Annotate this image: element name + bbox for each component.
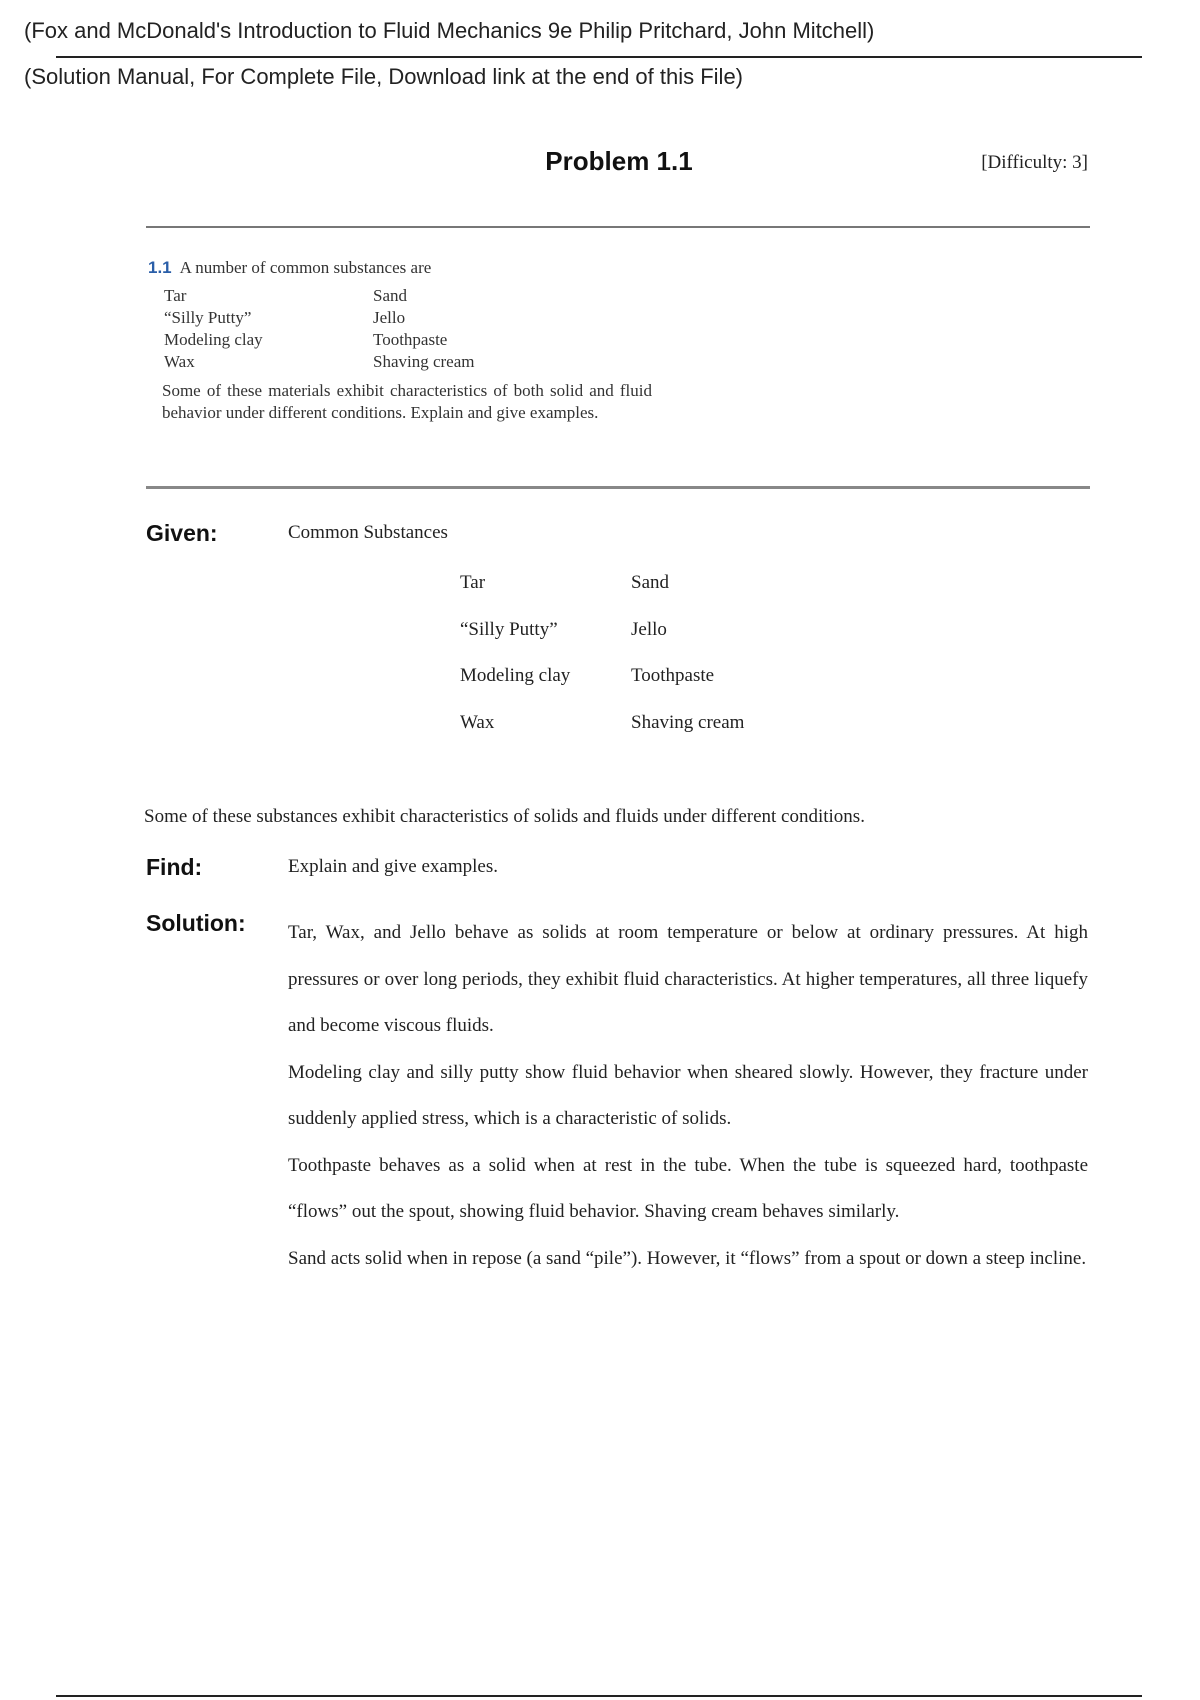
list-item: Sand [373,286,407,305]
list-item: Tar [164,286,187,305]
header-subtitle: (Solution Manual, For Complete File, Download link at the end of this File) [24,64,744,89]
list-item: Shaving cream [373,352,475,371]
list-item: “Silly Putty” [164,308,252,327]
statement-text: Some of these materials exhibit characteristics of both solid and fluid behavior under different conditions. Explain and give examples. [162,381,652,422]
statement-column-a [164,285,263,373]
header-title: (Fox and McDonald's Introduction to Fluid Mechanics 9e Philip Pritchard, John Mitchell) [24,18,875,43]
table-cell: Shaving cream [631,711,745,733]
difficulty-label: [Difficulty: 3] [981,152,1088,173]
given-note: Some of these substances exhibit characteristics of solids and fluids under different conditions. [144,806,865,827]
list-item: Toothpaste [373,330,448,349]
table-cell: Wax [460,711,495,733]
header-rule [56,56,1142,58]
given-text: Common Substances [288,522,448,543]
problem-title: Problem 1.1 [545,146,693,176]
solution-paragraph: Toothpaste behaves as a solid when at rest in the tube. When the tube is squeezed hard, toothpaste “flows” out the spout, showing fluid behavior. Shaving cream behaves similarly. [288,1154,1088,1222]
list-item: Wax [164,352,195,371]
statement-intro-text: A number of common substances are [179,258,432,277]
table-cell: Modeling clay [460,665,571,686]
statement-number: 1.1 [148,258,172,277]
table-cell: Toothpaste [631,665,715,686]
solution-label: Solution: [146,910,246,936]
statement-intro [148,258,431,278]
list-item: Jello [373,308,406,327]
section-divider-bottom [146,486,1090,489]
solution-paragraph: Modeling clay and silly putty show fluid behavior when sheared slowly. However, they fracture under suddenly applied stress, which is a characteristic of solids. [288,1061,1088,1129]
table-cell: Sand [631,572,669,593]
list-item: Modeling clay [164,330,263,349]
solution-paragraph: Tar, Wax, and Jello behave as solids at room temperature or below at ordinary pressures. At high pressures or over long periods, they exhibit fluid characteristics. At higher temperatures, all three liquefy and become viscous fluids. [288,922,1088,1036]
find-text: Explain and give examples. [288,856,498,877]
footer-rule [56,1695,1142,1697]
table-cell: Jello [631,618,667,640]
statement-column-b [373,285,475,373]
table-cell: Tar [460,572,486,593]
section-divider-top [146,226,1090,228]
given-label: Given: [146,520,218,546]
solution-body [288,910,1088,1282]
table-cell: “Silly Putty” [460,618,558,640]
solution-paragraph: Sand acts solid when in repose (a sand “pile”). However, it “flows” from a spout or down a steep incline. [288,1247,1087,1269]
find-label: Find: [146,854,203,880]
